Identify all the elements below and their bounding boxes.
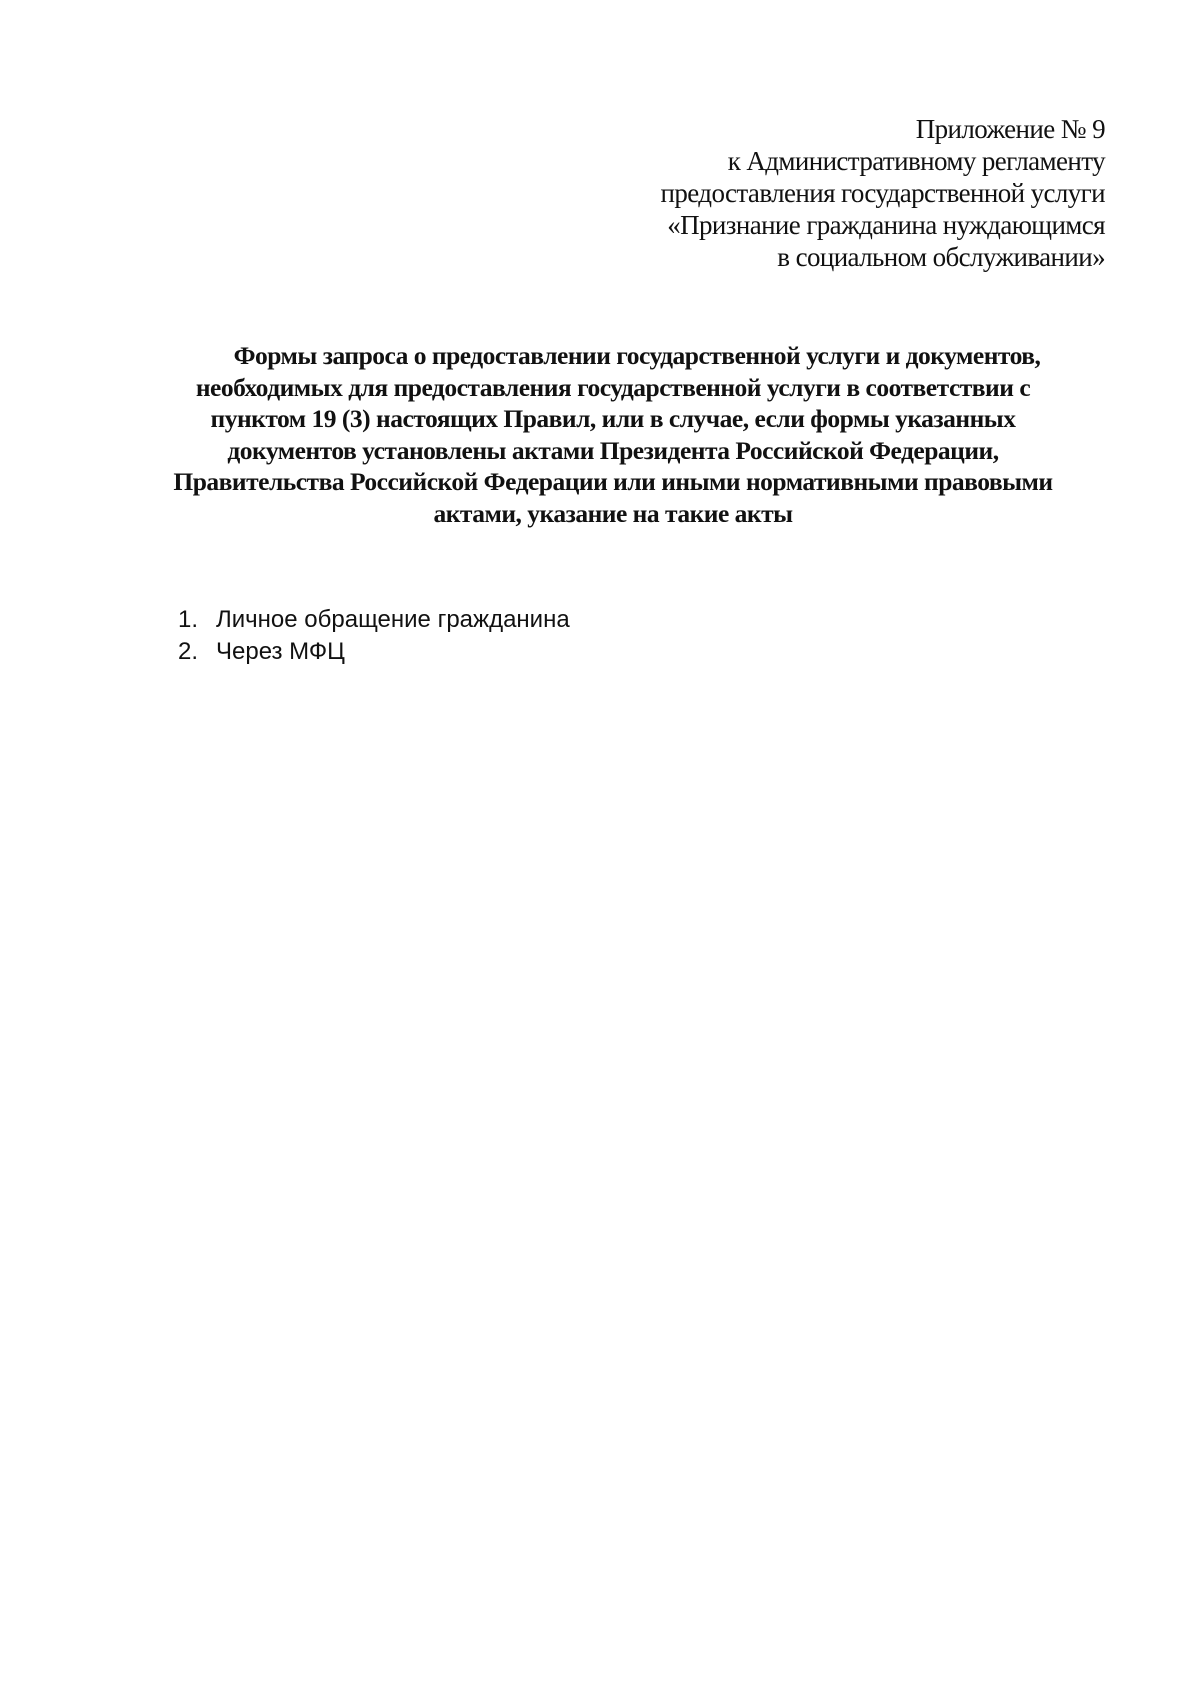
title-line: необходимых для предоставления государственной услуги в соответствии с bbox=[195, 372, 1031, 402]
appendix-header bbox=[661, 113, 1105, 273]
list-item-text: Личное обращение гражданина bbox=[216, 606, 570, 633]
appendix-service-name-line: «Признание гражданина нуждающимся bbox=[667, 210, 1105, 240]
appendix-number: Приложение № 9 bbox=[915, 114, 1105, 144]
title-line: Правительства Российской Федерации или иными нормативными правовыми bbox=[173, 467, 1053, 496]
submission-methods-list bbox=[178, 604, 570, 668]
appendix-reference-line: предоставления государственной услуги bbox=[660, 178, 1105, 208]
list-item bbox=[178, 636, 570, 668]
appendix-reference-line: к Административному регламенту bbox=[727, 146, 1105, 176]
list-item-number: 2. bbox=[178, 638, 199, 665]
title-line: Формы запроса о предоставлении государственной услуги и документов, bbox=[233, 341, 1041, 370]
title-line: документов установлены актами Президента Российской Федерации, bbox=[227, 435, 999, 465]
list-item-number: 1. bbox=[178, 606, 199, 633]
title-line: пунктом 19 (3) настоящих Правил, или в случае, если формы указанных bbox=[210, 404, 1016, 433]
list-item-text: Через МФЦ bbox=[216, 638, 345, 665]
title-line: актами, указание на такие акты bbox=[433, 498, 793, 528]
document-title bbox=[130, 340, 1096, 529]
appendix-service-name-line: в социальном обслуживании» bbox=[777, 242, 1105, 272]
list-item bbox=[178, 604, 570, 636]
